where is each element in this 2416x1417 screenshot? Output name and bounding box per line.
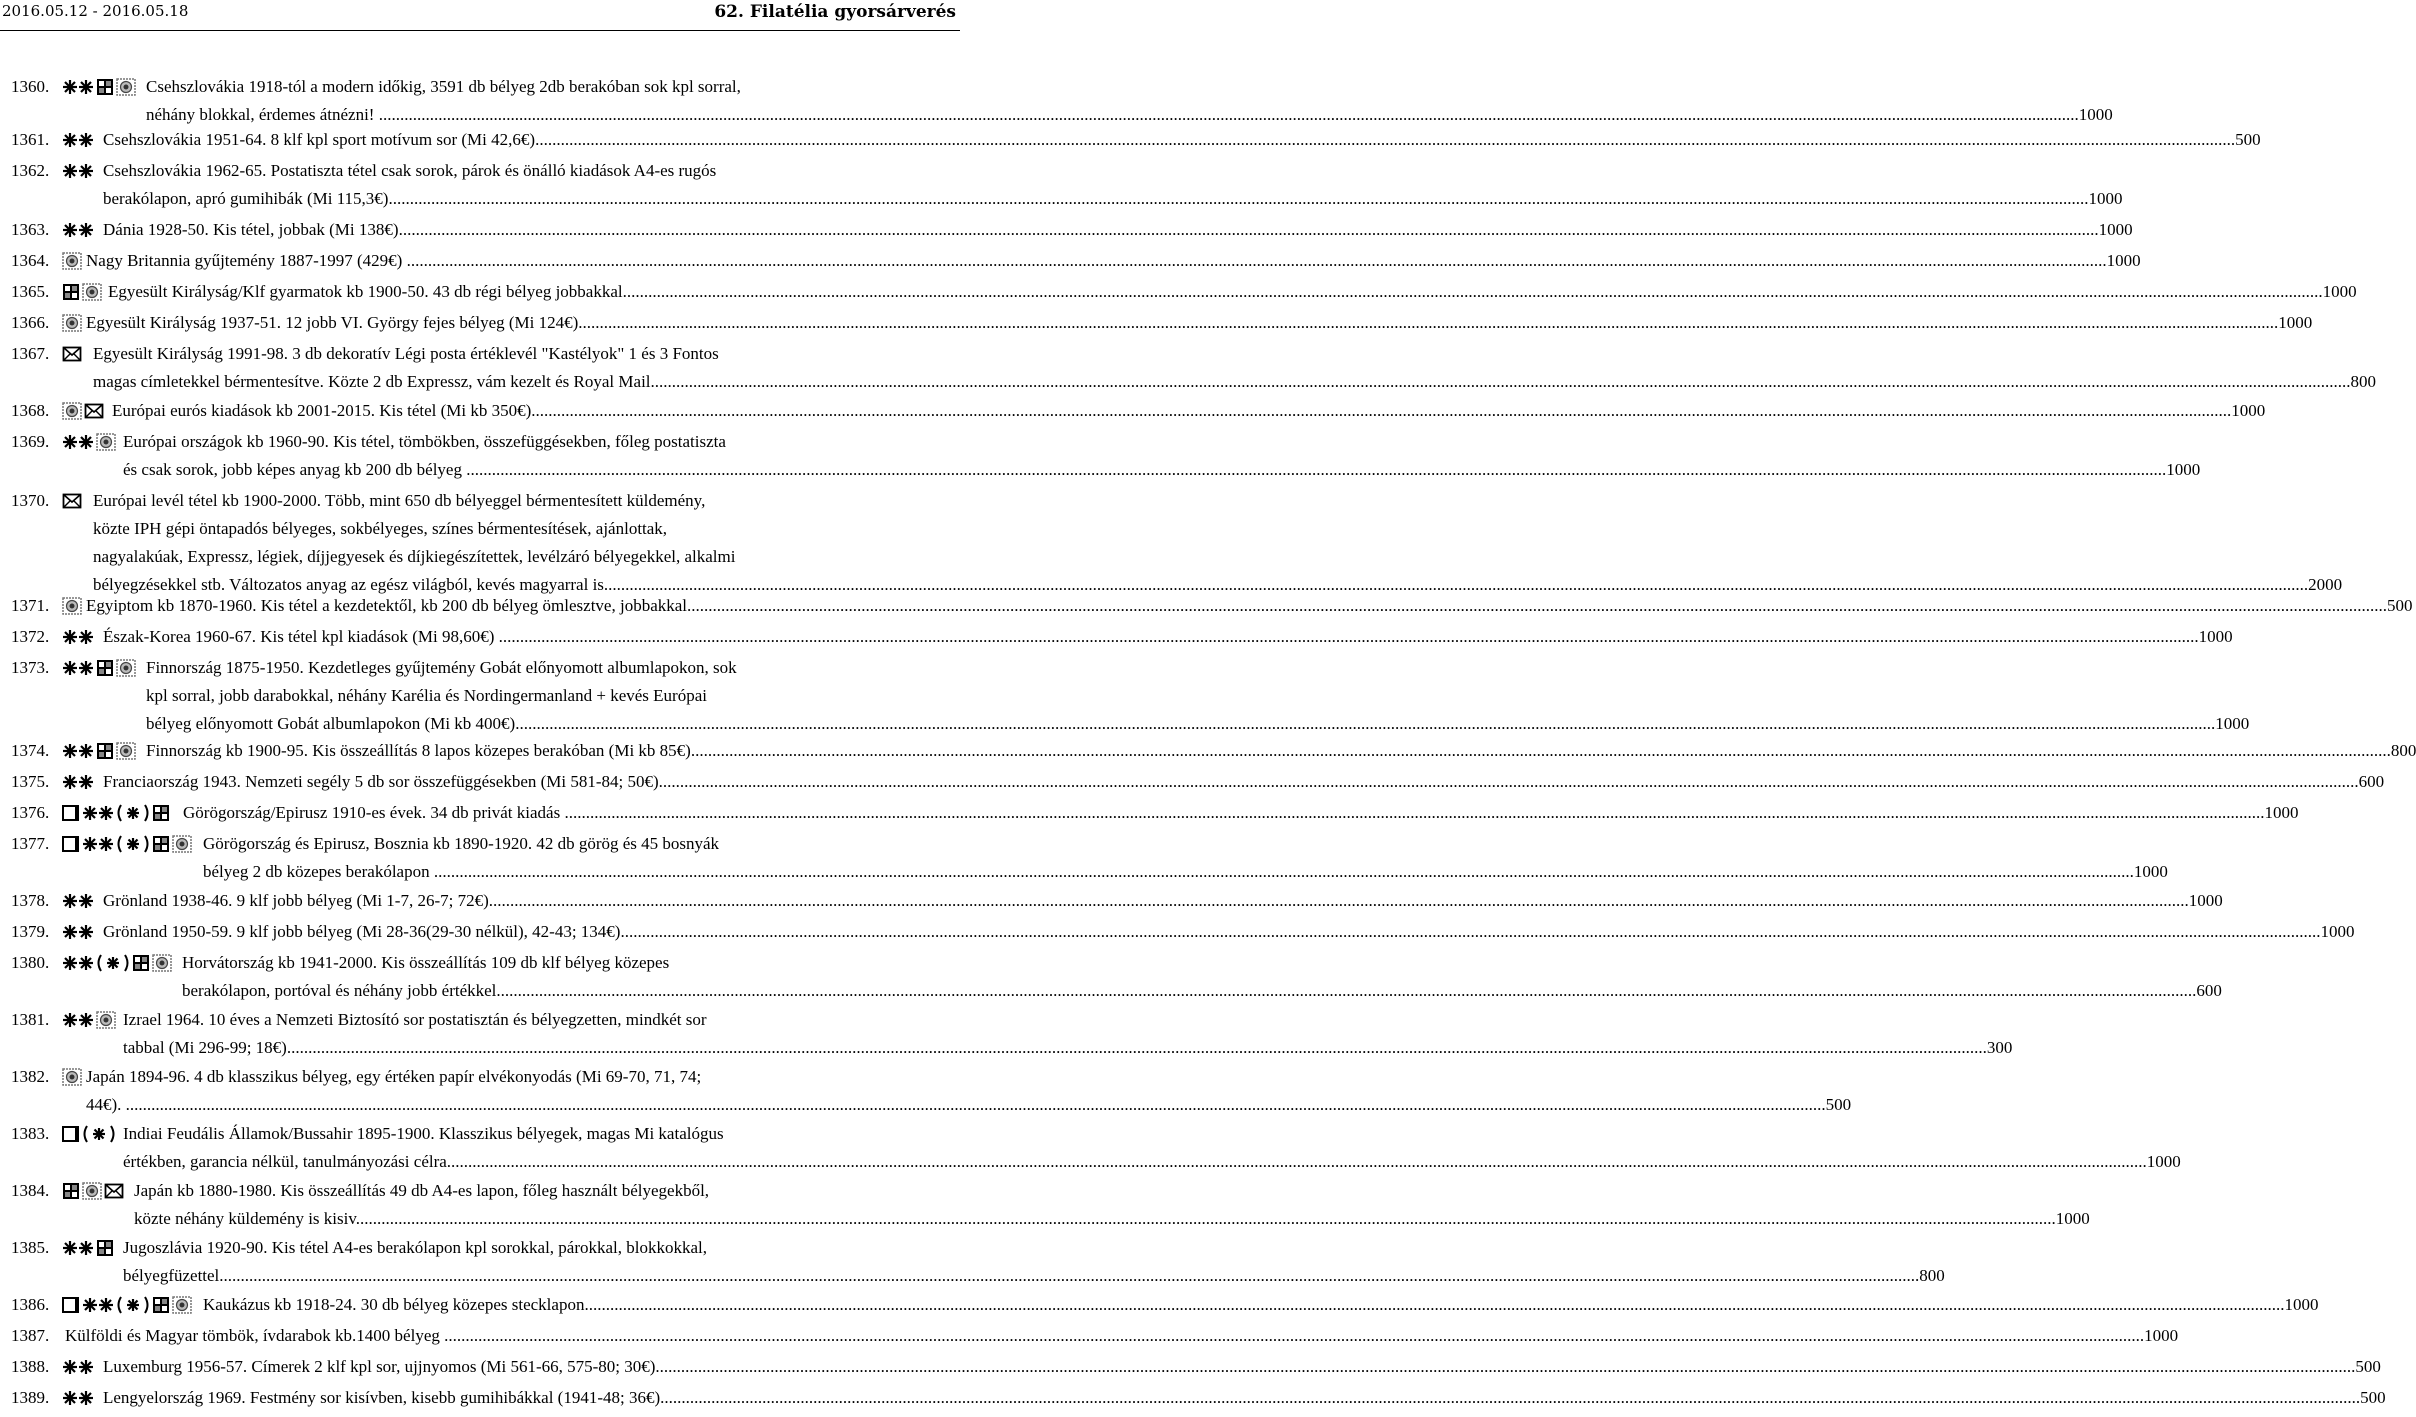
lot-price: 1000 — [2198, 627, 2233, 646]
lot-description-line — [103, 918, 2355, 946]
mnh-icon — [62, 1243, 96, 1262]
lot-description-text: Luxemburg 1956-57. Címerek 2 klf kpl sor, ujjnyomos (Mi 561-66, 575-80; 30€) — [103, 1357, 656, 1376]
lot-description-line — [103, 1353, 2381, 1381]
lot-price: 1000 — [2166, 460, 2201, 479]
mnh-icon — [82, 808, 116, 827]
stamp-icon — [116, 663, 138, 682]
lot-entry — [0, 737, 2416, 765]
dot-leader: ................................................................................................................................................................................................................................................................................................................................................................................................................ — [444, 1326, 2145, 1345]
lot-description-text: bélyegfüzettel — [123, 1266, 220, 1285]
lot-price: 800 — [1919, 1266, 1945, 1285]
dot-leader: ................................................................................................................................................................................................................................................................................................................................................................................................................ — [286, 1038, 1987, 1057]
lot-number: 1365. — [11, 282, 50, 301]
lot-entry — [0, 340, 2377, 396]
block-icon — [96, 82, 116, 101]
condition-icons — [62, 1182, 126, 1200]
lot-description-line — [203, 830, 719, 858]
mnh-icon — [82, 1300, 116, 1319]
lot-number: 1373. — [11, 658, 50, 677]
lot-description-line — [123, 1234, 707, 1262]
cover-icon — [104, 1186, 126, 1205]
mnh-icon — [62, 958, 96, 977]
condition-icons — [62, 1239, 116, 1257]
condition-icons — [62, 433, 118, 451]
lot-description-text: Egyesült Királyság 1991-98. 3 db dekoratív Légi posta értéklevél "Kastélyok" 1 és 3 Fontos — [93, 344, 719, 363]
block-icon — [152, 839, 172, 858]
dot-leader: ................................................................................................................................................................................................................................................................................................................................................................................................................ — [535, 130, 2236, 149]
lot-number: 1375. — [11, 772, 50, 791]
lot-entry — [0, 1384, 2386, 1412]
lot-entry — [0, 1322, 2179, 1350]
lot-description-line — [123, 1034, 2013, 1062]
lot-description-line — [146, 737, 2416, 765]
condition-icons — [62, 492, 84, 510]
lot-price: 1000 — [2231, 401, 2266, 420]
lot-description-line — [103, 768, 2385, 796]
lot-number: 1363. — [11, 220, 50, 239]
lot-price: 2000 — [2308, 575, 2343, 594]
block-icon — [96, 663, 116, 682]
hinge-icon — [62, 1129, 82, 1148]
lot-number: 1364. — [11, 251, 50, 270]
lot-entry — [0, 654, 2250, 738]
lot-entry — [0, 623, 2233, 651]
lot-description-line — [108, 278, 2357, 306]
condition-icons — [62, 923, 96, 941]
dot-leader: ................................................................................................................................................................................................................................................................................................................................................................................................................ — [658, 772, 2359, 791]
dot-leader: ................................................................................................................................................................................................................................................................................................................................................................................................................ — [433, 862, 2134, 881]
dot-leader: ................................................................................................................................................................................................................................................................................................................................................................................................................ — [650, 372, 2351, 391]
stamp-icon — [116, 746, 138, 765]
header-title: 62. Filatélia gyorsárverés — [714, 2, 956, 22]
lot-number: 1378. — [11, 891, 50, 910]
lot-description-text: Kaukázus kb 1918-24. 30 db bélyeg közepes stecklapon — [203, 1295, 585, 1314]
condition-icons — [62, 131, 96, 149]
lot-description-line — [123, 1006, 707, 1034]
mnh-icon — [62, 896, 96, 915]
lot-description-text: Külföldi és Magyar tömbök, ívdarabok kb.1400 bélyeg — [65, 1326, 445, 1345]
mnh-icon — [62, 777, 96, 796]
mnh-icon — [62, 632, 96, 651]
lot-number: 1370. — [11, 491, 50, 510]
lot-price: 1000 — [2106, 251, 2141, 270]
mnh-icon — [82, 839, 116, 858]
lot-description-line — [93, 340, 719, 368]
lot-price: 1000 — [2320, 922, 2355, 941]
stamp-icon — [62, 256, 84, 275]
lot-description-text: nagyalakúak, Expressz, légiek, díjjegyesek és díjkiegészítettek, levélzáró bélyegekkel, alkalmi — [93, 547, 736, 566]
lot-description-line — [103, 185, 2123, 213]
lot-number: 1387. — [11, 1326, 50, 1345]
block-icon — [62, 287, 82, 306]
lot-price: 1000 — [2278, 313, 2313, 332]
lot-description-text: és csak sorok, jobb képes anyag kb 200 db bélyeg — [123, 460, 467, 479]
lot-number: 1379. — [11, 922, 50, 941]
lot-entry — [0, 1234, 1945, 1290]
lot-entry — [0, 830, 2168, 886]
lot-entry — [0, 949, 2222, 1005]
condition-icons — [62, 1068, 84, 1086]
stamp-icon — [172, 839, 194, 858]
lot-price: 600 — [2196, 981, 2222, 1000]
dot-leader: ................................................................................................................................................................................................................................................................................................................................................................................................................ — [125, 1095, 1826, 1114]
lot-entry — [0, 487, 2343, 599]
dot-leader: ................................................................................................................................................................................................................................................................................................................................................................................................................ — [515, 714, 2216, 733]
condition-icons — [62, 628, 96, 646]
block-icon — [62, 1186, 82, 1205]
lot-description-text: Franciaország 1943. Nemzeti segély 5 db sor összefüggésekben (Mi 581-84; 50€) — [103, 772, 659, 791]
lot-description-line — [103, 126, 2261, 154]
lot-price: 500 — [2355, 1357, 2381, 1376]
lot-entry — [0, 1063, 1852, 1119]
lot-number: 1368. — [11, 401, 50, 420]
condition-icons — [62, 402, 106, 420]
lot-description-text: Görögország/Epirusz 1910-es évek. 34 db privát kiadás — [183, 803, 565, 822]
lot-description-text: Észak-Korea 1960-67. Kis tétel kpl kiadások (Mi 98,60€) — [103, 627, 499, 646]
lot-entry — [0, 1120, 2181, 1176]
lot-number: 1361. — [11, 130, 50, 149]
lot-description-text: értékben, garancia nélkül, tanulmányozási célra — [123, 1152, 447, 1171]
lot-number: 1367. — [11, 344, 50, 363]
mnh-icon — [62, 437, 96, 456]
hinge-icon — [62, 839, 82, 858]
lot-number: 1376. — [11, 803, 50, 822]
lot-number: 1388. — [11, 1357, 50, 1376]
stamp-icon — [96, 437, 118, 456]
lot-price: 1000 — [2088, 189, 2123, 208]
lot-price: 600 — [2358, 772, 2385, 791]
lot-description-line — [86, 1063, 701, 1091]
lot-price: 500 — [2360, 1388, 2386, 1407]
lot-price: 500 — [1825, 1095, 1852, 1114]
lot-description-line — [182, 977, 2222, 1005]
lot-price: 1000 — [2098, 220, 2133, 239]
lot-description-text: Izrael 1964. 10 éves a Nemzeti Biztosító sor postatisztán és bélyegzetten, mindkét sor — [123, 1010, 707, 1029]
dot-leader: ................................................................................................................................................................................................................................................................................................................................................................................................................ — [531, 401, 2232, 420]
block-icon — [96, 746, 116, 765]
lot-price: 1000 — [2264, 803, 2299, 822]
lot-description-text: Csehszlovákia 1962-65. Postatiszta tétel csak sorok, párok és önálló kiadások A4-es rugós — [103, 161, 717, 180]
lot-description-text: Horvátország kb 1941-2000. Kis összeállítás 109 db klf bélyeg közepes — [182, 953, 670, 972]
lot-price: 1000 — [2284, 1295, 2319, 1314]
dot-leader: ................................................................................................................................................................................................................................................................................................................................................................................................................ — [564, 803, 2265, 822]
lot-description-line — [93, 487, 705, 515]
condition-icons — [62, 78, 138, 96]
lot-price: 1000 — [2188, 891, 2223, 910]
hinge-icon — [62, 1300, 82, 1319]
lot-description-text: Indiai Feudális Államok/Bussahir 1895-1900. Klasszikus bélyegek, magas Mi katalógus — [123, 1124, 724, 1143]
dot-leader: ................................................................................................................................................................................................................................................................................................................................................................................................................ — [655, 1357, 2356, 1376]
lot-number: 1385. — [11, 1238, 50, 1257]
lot-number: 1369. — [11, 432, 50, 451]
lot-price: 1000 — [2078, 105, 2113, 124]
lot-description-text: közte IPH gépi öntapadós bélyeges, sokbélyeges, színes bérmentesítések, ajánlottak, — [93, 519, 668, 538]
lot-entry — [0, 887, 2223, 915]
lot-price: 1000 — [2144, 1326, 2179, 1345]
lot-description-line — [86, 592, 2413, 620]
condition-icons — [62, 1011, 118, 1029]
dot-leader: ................................................................................................................................................................................................................................................................................................................................................................................................................ — [690, 741, 2391, 760]
lot-entry — [0, 592, 2413, 620]
dot-leader: ................................................................................................................................................................................................................................................................................................................................................................................................................ — [578, 313, 2279, 332]
lot-description-text: tabbal (Mi 296-99; 18€) — [123, 1038, 287, 1057]
lot-description-text: berakólapon, apró gumihibák (Mi 115,3€) — [103, 189, 389, 208]
lot-description-line — [134, 1177, 709, 1205]
mh-icon — [116, 808, 152, 827]
stamp-icon — [172, 1300, 194, 1319]
lot-number: 1377. — [11, 834, 50, 853]
lot-description-text: Európai országok kb 1960-90. Kis tétel, tömbökben, összefüggésekben, főleg postatiszta — [123, 432, 726, 451]
lot-description-text: Görögország és Epirusz, Bosznia kb 1890-1920. 42 db görög és 45 bosnyák — [203, 834, 720, 853]
dot-leader: ................................................................................................................................................................................................................................................................................................................................................................................................................ — [608, 575, 2309, 594]
stamp-icon — [96, 1015, 118, 1034]
lot-description-line — [103, 623, 2233, 651]
lot-description-text: Finnország 1875-1950. Kezdetleges gyűjtemény Gobát előnyomott albumlapokon, sok — [146, 658, 737, 677]
lot-description-line — [93, 368, 2377, 396]
lot-entry — [0, 309, 2313, 337]
lot-entry — [0, 247, 2141, 275]
lot-number: 1372. — [11, 627, 50, 646]
lot-entry — [0, 73, 2113, 129]
lot-description-line — [86, 247, 2141, 275]
lot-number: 1384. — [11, 1181, 50, 1200]
lot-price: 1000 — [2133, 862, 2168, 881]
lot-description-line — [203, 858, 2168, 886]
lot-description-line — [123, 456, 2201, 484]
cover-icon — [84, 406, 106, 425]
lot-description-line — [86, 309, 2313, 337]
lot-entry — [0, 397, 2266, 425]
lot-description-line — [86, 1091, 1852, 1119]
dot-leader: ................................................................................................................................................................................................................................................................................................................................................................................................................ — [687, 596, 2388, 615]
condition-icons — [62, 1389, 96, 1407]
lot-entry — [0, 768, 2385, 796]
lot-number: 1386. — [11, 1295, 50, 1314]
dot-leader: ................................................................................................................................................................................................................................................................................................................................................................................................................ — [398, 220, 2099, 239]
mnh-icon — [62, 1015, 96, 1034]
lot-number: 1381. — [11, 1010, 50, 1029]
condition-icons — [62, 1125, 118, 1143]
condition-icons — [62, 892, 96, 910]
dot-leader: ................................................................................................................................................................................................................................................................................................................................................................................................................ — [622, 282, 2323, 301]
mnh-icon — [62, 135, 96, 154]
lot-description-line — [103, 216, 2133, 244]
lot-entry — [0, 126, 2261, 154]
lot-number: 1382. — [11, 1067, 50, 1086]
block-icon — [152, 1300, 172, 1319]
lot-description-text: bélyeg 2 db közepes berakólapon — [203, 862, 434, 881]
cover-icon — [62, 496, 84, 515]
condition-icons — [62, 659, 138, 677]
lot-description-line — [146, 682, 707, 710]
lot-description-text: néhány blokkal, érdemes átnézni! — [146, 105, 379, 124]
condition-icons — [62, 804, 172, 822]
mh-icon — [116, 839, 152, 858]
mnh-icon — [62, 1362, 96, 1381]
lot-description-text: Egyiptom kb 1870-1960. Kis tétel a kezdetektől, kb 200 db bélyeg ömlesztve, jobbakkal — [86, 596, 688, 615]
lot-description-text: 44€). — [86, 1095, 126, 1114]
stamp-icon — [62, 601, 84, 620]
condition-icons — [62, 283, 104, 301]
lot-description-line — [146, 73, 741, 101]
lot-description-text: Egyesült Királyság/Klf gyarmatok kb 1900-50. 43 db régi bélyeg jobbakkal — [108, 282, 623, 301]
lot-price: 500 — [2235, 130, 2261, 149]
lot-description-text: Lengyelország 1969. Festmény sor kisívben, kisebb gumihibákkal (1941-48; 36€) — [103, 1388, 661, 1407]
lot-description-text: berakólapon, portóval és néhány jobb értékkel — [182, 981, 497, 1000]
dot-leader: ................................................................................................................................................................................................................................................................................................................................................................................................................ — [496, 981, 2197, 1000]
dot-leader: ................................................................................................................................................................................................................................................................................................................................................................................................................ — [388, 189, 2089, 208]
lot-description-text: Egyesült Királyság 1937-51. 12 jobb VI. György fejes bélyeg (Mi 124€) — [86, 313, 579, 332]
lot-description-line — [134, 1205, 2090, 1233]
lot-description-text: közte néhány küldemény is kisiv — [134, 1209, 356, 1228]
stamp-icon — [152, 958, 174, 977]
header-date-range: 2016.05.12 - 2016.05.18 — [2, 2, 189, 20]
lot-description-text: kpl sorral, jobb darabokkal, néhány Karélia és Nordingermanland + kevés Európai — [146, 686, 707, 705]
lot-description-line — [146, 101, 2113, 129]
condition-icons — [62, 314, 84, 332]
stamp-icon — [62, 1072, 84, 1091]
condition-icons — [62, 221, 96, 239]
dot-leader: ................................................................................................................................................................................................................................................................................................................................................................................................................ — [498, 627, 2199, 646]
condition-icons — [62, 252, 84, 270]
mnh-icon — [62, 166, 96, 185]
lot-number: 1383. — [11, 1124, 50, 1143]
lot-description-text: bélyegzésekkel stb. Változatos anyag az egész világból, kevés magyarral is. — [93, 575, 609, 594]
stamp-icon — [62, 406, 84, 425]
condition-icons — [62, 597, 84, 615]
lot-price: 1000 — [2322, 282, 2357, 301]
dot-leader: ................................................................................................................................................................................................................................................................................................................................................................................................................ — [378, 105, 2079, 124]
lot-description-line — [123, 1120, 724, 1148]
lot-description-text: Nagy Britannia gyűjtemény 1887-1997 (429€) — [86, 251, 407, 270]
dot-leader: ................................................................................................................................................................................................................................................................................................................................................................................................................ — [466, 460, 2167, 479]
lot-entry — [0, 1291, 2319, 1319]
lot-description-line — [123, 428, 726, 456]
dot-leader: ................................................................................................................................................................................................................................................................................................................................................................................................................ — [446, 1152, 2147, 1171]
lot-description-line — [65, 1322, 2179, 1350]
lot-description-line — [103, 157, 716, 185]
condition-icons — [62, 773, 96, 791]
lot-description-text: Grönland 1950-59. 9 klf jobb bélyeg (Mi 28-36(29-30 nélkül), 42-43; 134€) — [103, 922, 621, 941]
lot-description-line — [146, 710, 2250, 738]
lot-number: 1380. — [11, 953, 50, 972]
lot-entry — [0, 157, 2123, 213]
lot-entry — [0, 428, 2201, 484]
mnh-icon — [62, 663, 96, 682]
lot-description-text: Európai levél tétel kb 1900-2000. Több, mint 650 db bélyeggel bérmentesített küldemény, — [93, 491, 706, 510]
lot-description-line — [183, 799, 2299, 827]
dot-leader: ................................................................................................................................................................................................................................................................................................................................................................................................................ — [219, 1266, 1920, 1285]
stamp-icon — [82, 287, 104, 306]
lot-entry — [0, 278, 2357, 306]
lot-entry — [0, 1177, 2090, 1233]
lot-description-text: Csehszlovákia 1951-64. 8 klf kpl sport motívum sor (Mi 42,6€) — [103, 130, 536, 149]
lot-entry — [0, 216, 2133, 244]
condition-icons — [62, 835, 194, 853]
condition-icons — [62, 1358, 96, 1376]
condition-icons — [62, 1296, 194, 1314]
dot-leader: ................................................................................................................................................................................................................................................................................................................................................................................................................ — [660, 1388, 2361, 1407]
lot-description-text: Dánia 1928-50. Kis tétel, jobbak (Mi 138€) — [103, 220, 399, 239]
lot-description-text: Csehszlovákia 1918-tól a modern időkig, 3591 db bélyeg 2db berakóban sok kpl sorral, — [146, 77, 741, 96]
lot-description-line — [123, 1148, 2181, 1176]
lot-description-line — [203, 1291, 2319, 1319]
lot-description-line — [182, 949, 669, 977]
hinge-icon — [62, 808, 82, 827]
mh-icon — [116, 1300, 152, 1319]
lot-number: 1362. — [11, 161, 50, 180]
mh-icon — [96, 958, 132, 977]
mnh-icon — [62, 82, 96, 101]
dot-leader: ................................................................................................................................................................................................................................................................................................................................................................................................................ — [355, 1209, 2056, 1228]
block-icon — [132, 958, 152, 977]
lot-description-line — [93, 515, 667, 543]
lot-number: 1366. — [11, 313, 50, 332]
lot-price: 1000 — [2055, 1209, 2090, 1228]
lot-entry — [0, 799, 2299, 827]
lot-description-text: Grönland 1938-46. 9 klf jobb bélyeg (Mi 1-7, 26-7; 72€) — [103, 891, 489, 910]
mnh-icon — [62, 927, 96, 946]
lot-description-text: Finnország kb 1900-95. Kis összeállítás 8 lapos közepes berakóban (Mi kb 85€) — [146, 741, 691, 760]
lot-entry — [0, 1006, 2013, 1062]
dot-leader: ................................................................................................................................................................................................................................................................................................................................................................................................................ — [584, 1295, 2285, 1314]
lot-price: 500 — [2387, 596, 2413, 615]
lot-description-line — [123, 1262, 1945, 1290]
block-icon — [96, 1243, 116, 1262]
stamp-icon — [82, 1186, 104, 1205]
mnh-icon — [62, 1393, 96, 1412]
dot-leader: ................................................................................................................................................................................................................................................................................................................................................................................................................ — [620, 922, 2321, 941]
block-icon — [152, 808, 172, 827]
lot-price: 800 — [2390, 741, 2416, 760]
stamp-icon — [116, 82, 138, 101]
stamp-icon — [62, 318, 84, 337]
lot-number: 1371. — [11, 596, 50, 615]
lot-price: 1000 — [2215, 714, 2250, 733]
lot-price: 800 — [2350, 372, 2377, 391]
lot-description-line — [146, 654, 737, 682]
lot-description-text: bélyeg előnyomott Gobát albumlapokon (Mi kb 400€) — [146, 714, 516, 733]
lot-number: 1374. — [11, 741, 50, 760]
dot-leader: ................................................................................................................................................................................................................................................................................................................................................................................................................ — [488, 891, 2189, 910]
lot-number: 1389. — [11, 1388, 50, 1407]
lot-description-line — [112, 397, 2266, 425]
lot-description-line — [103, 1384, 2386, 1412]
mnh-icon — [62, 746, 96, 765]
lot-entry — [0, 1353, 2381, 1381]
lot-description-text: Jugoszlávia 1920-90. Kis tétel A4-es berakólapon kpl sorokkal, párokkal, blokkokkal, — [123, 1238, 708, 1257]
lot-description-text: magas címletekkel bérmentesítve. Közte 2 db Expressz, vám kezelt és Royal Mail — [93, 372, 651, 391]
dot-leader: ................................................................................................................................................................................................................................................................................................................................................................................................................ — [406, 251, 2107, 270]
lot-number: 1360. — [11, 77, 50, 96]
condition-icons — [62, 345, 84, 363]
lot-price: 300 — [1986, 1038, 2013, 1057]
condition-icons — [62, 162, 96, 180]
mh-icon — [82, 1129, 118, 1148]
lot-description-line — [93, 543, 735, 571]
condition-icons — [62, 742, 138, 760]
lot-description-line — [103, 887, 2223, 915]
lot-description-text: Japán 1894-96. 4 db klasszikus bélyeg, egy értéken papír elvékonyodás (Mi 69-70, 71, 74; — [86, 1067, 702, 1086]
mnh-icon — [62, 225, 96, 244]
condition-icons — [62, 954, 174, 972]
lot-description-text: Japán kb 1880-1980. Kis összeállítás 49 db A4-es lapon, főleg használt bélyegekből, — [134, 1181, 710, 1200]
lot-description-text: Európai eurós kiadások kb 2001-2015. Kis tétel (Mi kb 350€) — [112, 401, 532, 420]
lot-entry — [0, 918, 2355, 946]
cover-icon — [62, 349, 84, 368]
lot-price: 1000 — [2146, 1152, 2181, 1171]
